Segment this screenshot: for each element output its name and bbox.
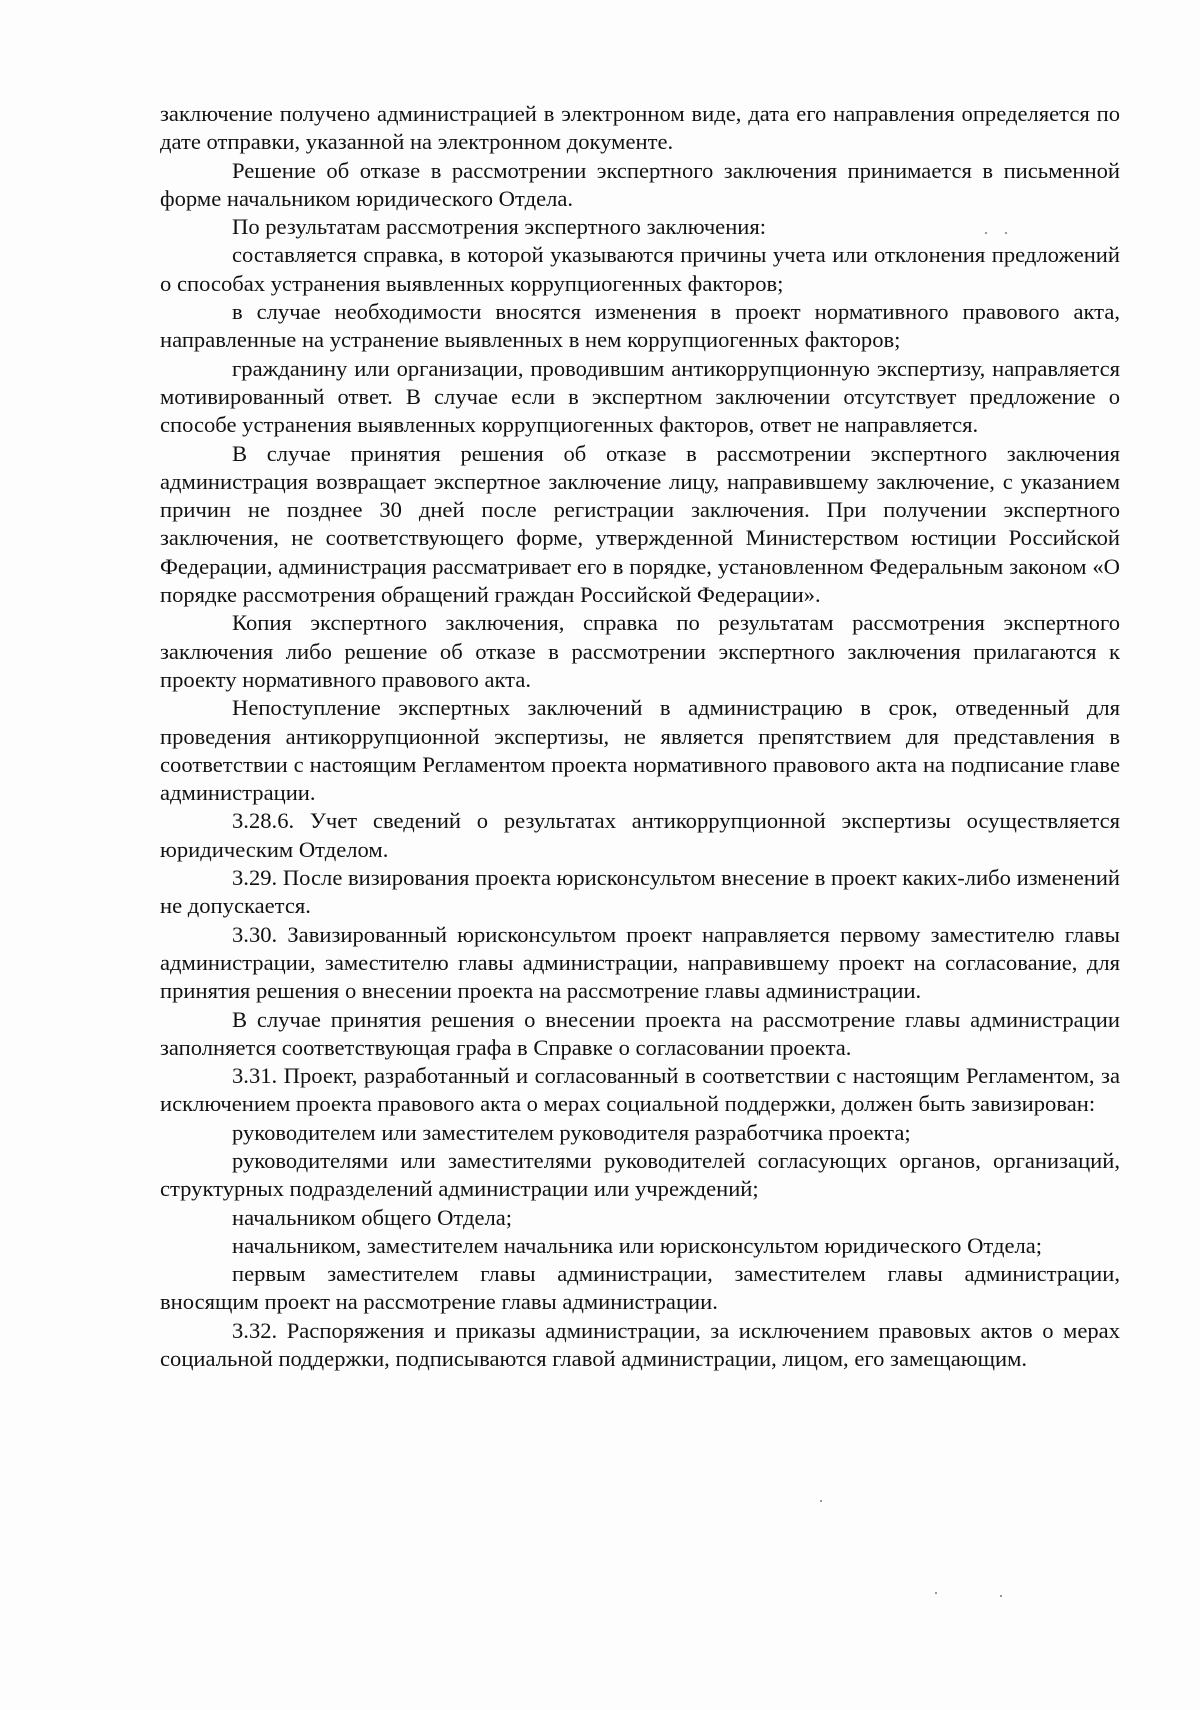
paragraph: По результатам рассмотрения экспертного заключения: [232,214,767,240]
paragraph: 3.32. Распоряжения и приказы администрации, за исключением правовых актов о мерах социальной поддержки, подписываются главой администрации, лицом, его замещающим. [160,1317,1120,1372]
paragraph: руководителями или заместителями руководителей согласующих органов, организаций, структурных подразделений администрации или учреждений; [160,1147,1120,1202]
paragraph: начальником, заместителем начальника или юрисконсультом юридического Отдела; [232,1232,1043,1258]
paragraph: гражданину или организации, проводившим антикоррупционную экспертизу, направляется мотивированный ответ. В случае если в экспертном заключении отсутствует предложение о способе устранения выявленных коррупциогенных факторов, ответ не направляется. [160,355,1120,438]
paragraph: заключение получено администрацией в электронном виде, дата его направления определяется по дате отправки, указанной на электронном документе. [160,101,1120,155]
scan-speck [935,1592,937,1594]
document-body [160,100,1120,1373]
paragraph: 3.31. Проект, разработанный и согласованный в соответствии с настоящим Регламентом, за исключением проекта правового акта о мерах социальной поддержки, должен быть завизирован: [160,1063,1120,1117]
paragraph: В случае принятия решения о внесении проекта на рассмотрение главы администрации заполняется соответствующая графа в Справке о согласовании проекта. [160,1006,1120,1060]
paragraph: 3.29. После визирования проекта юрисконсультом внесение в проект каких-либо изменений не допускается. [160,865,1120,919]
scan-speck [820,1500,822,1502]
paragraph: начальником общего Отдела; [232,1204,513,1230]
paragraph: В случае принятия решения об отказе в рассмотрении экспертного заключения администрация возвращает экспертное заключение лицу, направившему заключение, с указанием причин не позднее 30 дней после регистрации заключения. При получении экспертного заключения, не соответствующего форме, утвержденной Министерством юстиции Российской Федерации, администрация рассматривает его в порядке, установленном Федеральным законом «О порядке рассмотрения обращений граждан Российской Федерации». [160,440,1120,608]
paragraph: 3.28.6. Учет сведений о результатах антикоррупционной экспертизы осуществляется юридическим Отделом. [160,808,1120,862]
paragraph: 3.30. Завизированный юрисконсультом проект направляется первому заместителю главы администрации, заместителю главы администрации, направившему проект на согласование, для принятия решения о внесении проекта на рассмотрение главы администрации. [160,921,1120,1004]
paragraph: Решение об отказе в рассмотрении экспертного заключения принимается в письменной форме начальником юридического Отдела. [160,157,1120,211]
scan-speck [1005,232,1007,234]
scan-speck [1000,1595,1002,1597]
paragraph: составляется справка, в которой указываются причины учета или отклонения предложений о способах устранения выявленных коррупциогенных факторов; [160,242,1120,296]
paragraph: в случае необходимости вносятся изменения в проект нормативного правового акта, направленные на устранение выявленных в нем коррупциогенных факторов; [160,299,1120,353]
paragraph: Непоступление экспертных заключений в администрацию в срок, отведенный для проведения антикоррупционной экспертизы, не является препятствием для представления в соответствии с настоящим Регламентом проекта нормативного правового акта на подписание главе администрации. [160,695,1120,806]
paragraph: первым заместителем главы администрации, заместителем главы администрации, вносящим проект на рассмотрение главы администрации. [160,1261,1120,1315]
scan-speck [985,232,987,234]
paragraph: Копия экспертного заключения, справка по результатам рассмотрения экспертного заключения либо решение об отказе в рассмотрении экспертного заключения прилагаются к проекту нормативного правового акта. [160,610,1120,692]
paragraph: руководителем или заместителем руководителя разработчика проекта; [232,1119,911,1145]
